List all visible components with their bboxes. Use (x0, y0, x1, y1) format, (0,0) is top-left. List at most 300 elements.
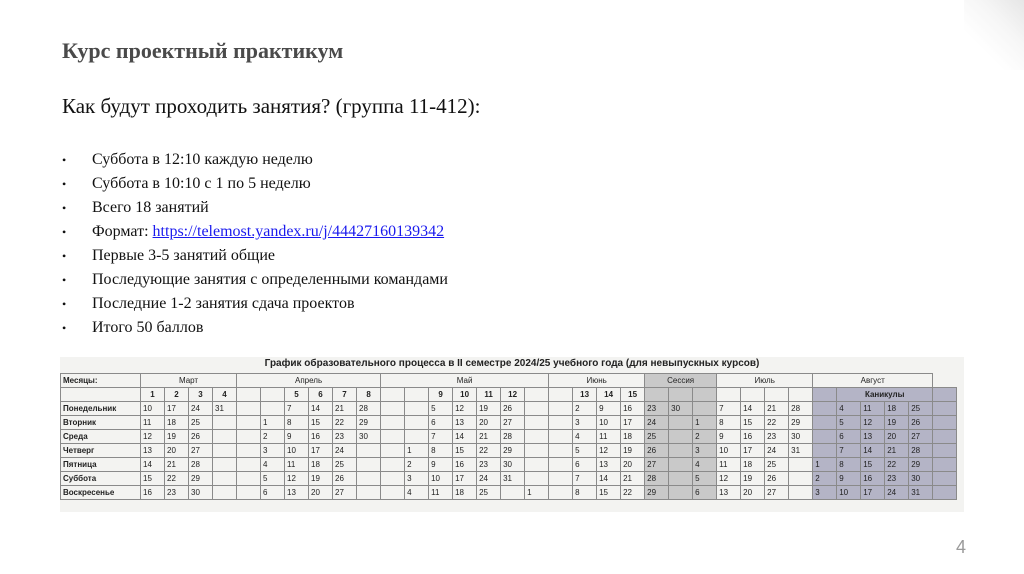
date-cell: 24 (477, 472, 501, 486)
date-cell: 23 (885, 472, 909, 486)
date-cell: 29 (357, 416, 381, 430)
date-cell (549, 472, 573, 486)
week-number: 4 (213, 388, 237, 402)
date-cell: 13 (453, 416, 477, 430)
date-cell (525, 416, 549, 430)
date-cell: 26 (501, 402, 525, 416)
date-cell (933, 416, 957, 430)
week-number (933, 388, 957, 402)
date-cell: 7 (837, 444, 861, 458)
date-cell (789, 458, 813, 472)
date-cell: 26 (909, 416, 933, 430)
date-cell: 25 (477, 486, 501, 500)
date-cell: 11 (285, 458, 309, 472)
date-cell: 27 (909, 430, 933, 444)
bullet-dot-icon: • (62, 297, 67, 311)
week-number: 12 (501, 388, 525, 402)
bullet-item (62, 148, 448, 172)
date-cell (549, 486, 573, 500)
bullet-text: Последние 1-2 занятия сдача проектов (92, 295, 355, 312)
bullet-text: Суббота в 10:10 с 1 по 5 неделю (92, 175, 311, 192)
bullet-item (62, 316, 448, 340)
bullet-text: Первые 3-5 занятий общие (92, 247, 275, 264)
date-cell: 18 (453, 486, 477, 500)
date-cell: 3 (405, 472, 429, 486)
date-cell: 14 (741, 402, 765, 416)
date-cell (549, 430, 573, 444)
week-number: 1 (141, 388, 165, 402)
date-cell: 11 (861, 402, 885, 416)
vacation-banner: Каникулы (837, 388, 933, 402)
month-header: Апрель (237, 374, 381, 388)
date-cell: 15 (309, 416, 333, 430)
date-cell: 18 (741, 458, 765, 472)
date-cell: 26 (333, 472, 357, 486)
week-number (645, 388, 669, 402)
date-cell: 31 (501, 472, 525, 486)
date-cell (669, 458, 693, 472)
bullet-text: Последующие занятия с определенными командами (92, 271, 448, 288)
date-cell: 5 (573, 444, 597, 458)
date-cell: 18 (621, 430, 645, 444)
week-number (549, 388, 573, 402)
date-cell: 12 (141, 430, 165, 444)
date-cell (525, 458, 549, 472)
date-cell: 14 (453, 430, 477, 444)
date-cell: 12 (453, 402, 477, 416)
date-cell: 15 (861, 458, 885, 472)
table-row (61, 430, 957, 444)
date-cell: 22 (621, 486, 645, 500)
page-number: 4 (955, 537, 966, 557)
date-cell: 21 (885, 444, 909, 458)
table-row (61, 458, 957, 472)
date-cell: 4 (693, 458, 717, 472)
date-cell: 1 (525, 486, 549, 500)
slide-subtitle: Как будут проходить занятия? (группа 11-412): (62, 94, 481, 118)
date-cell (357, 472, 381, 486)
date-cell: 29 (909, 458, 933, 472)
bullet-dot-icon: • (62, 225, 67, 239)
date-cell: 18 (165, 416, 189, 430)
table-row (61, 486, 957, 500)
date-cell: 15 (141, 472, 165, 486)
date-cell: 14 (861, 444, 885, 458)
week-number: 9 (429, 388, 453, 402)
date-cell: 11 (141, 416, 165, 430)
table-row (61, 472, 957, 486)
date-cell: 17 (309, 444, 333, 458)
week-number (693, 388, 717, 402)
date-cell: 16 (141, 486, 165, 500)
week-number (525, 388, 549, 402)
date-cell: 20 (309, 486, 333, 500)
date-cell (669, 444, 693, 458)
week-number: 14 (597, 388, 621, 402)
date-cell (933, 402, 957, 416)
week-number (405, 388, 429, 402)
date-cell: 30 (789, 430, 813, 444)
date-cell: 10 (717, 444, 741, 458)
date-cell: 4 (405, 486, 429, 500)
date-cell (813, 402, 837, 416)
date-cell: 30 (189, 486, 213, 500)
date-cell: 14 (597, 472, 621, 486)
bullet-dot-icon: • (62, 153, 67, 167)
date-cell (549, 444, 573, 458)
date-cell (525, 402, 549, 416)
date-cell: 13 (861, 430, 885, 444)
date-cell: 6 (837, 430, 861, 444)
date-cell: 16 (309, 430, 333, 444)
bullet-dot-icon: • (62, 321, 67, 335)
date-cell: 25 (189, 416, 213, 430)
week-number (789, 388, 813, 402)
date-cell: 25 (333, 458, 357, 472)
date-cell: 7 (429, 430, 453, 444)
date-cell: 19 (741, 472, 765, 486)
date-cell: 13 (597, 458, 621, 472)
month-header: Июнь (549, 374, 645, 388)
date-cell: 23 (765, 430, 789, 444)
date-cell: 6 (261, 486, 285, 500)
date-cell: 30 (357, 430, 381, 444)
date-cell: 3 (261, 444, 285, 458)
week-number (381, 388, 405, 402)
week-number: 3 (189, 388, 213, 402)
day-label: Четверг (61, 444, 141, 458)
date-cell: 7 (285, 402, 309, 416)
date-cell: 2 (813, 472, 837, 486)
date-cell (381, 458, 405, 472)
date-cell: 2 (405, 458, 429, 472)
date-cell: 14 (309, 402, 333, 416)
date-cell: 2 (573, 402, 597, 416)
date-cell: 8 (429, 444, 453, 458)
table-row (61, 444, 957, 458)
date-cell: 4 (573, 430, 597, 444)
date-cell: 3 (813, 486, 837, 500)
date-cell: 22 (885, 458, 909, 472)
date-cell: 29 (645, 486, 669, 500)
date-cell (237, 402, 261, 416)
date-cell: 19 (621, 444, 645, 458)
date-cell: 1 (405, 444, 429, 458)
week-number: 5 (285, 388, 309, 402)
date-cell: 24 (189, 402, 213, 416)
date-cell (501, 486, 525, 500)
date-cell: 18 (309, 458, 333, 472)
date-cell: 6 (429, 416, 453, 430)
date-cell: 27 (645, 458, 669, 472)
slide-title: Курс проектный практикум (62, 38, 344, 63)
date-cell: 7 (717, 402, 741, 416)
format-label: Формат: (92, 223, 153, 240)
date-cell (237, 486, 261, 500)
date-cell: 3 (693, 444, 717, 458)
date-cell: 20 (885, 430, 909, 444)
date-cell: 8 (285, 416, 309, 430)
date-cell: 20 (621, 458, 645, 472)
date-cell: 17 (165, 402, 189, 416)
week-number: 2 (165, 388, 189, 402)
date-cell: 24 (333, 444, 357, 458)
date-cell: 31 (909, 486, 933, 500)
week-number (237, 388, 261, 402)
date-cell: 23 (165, 486, 189, 500)
date-cell: 24 (885, 486, 909, 500)
day-label: Среда (61, 430, 141, 444)
date-cell: 11 (429, 486, 453, 500)
date-cell: 16 (621, 402, 645, 416)
date-cell (693, 402, 717, 416)
bullet-list (62, 148, 448, 340)
date-cell: 21 (477, 430, 501, 444)
bullet-text (92, 220, 444, 244)
bullet-item (62, 172, 448, 196)
date-cell (261, 402, 285, 416)
date-cell: 23 (477, 458, 501, 472)
date-cell (381, 486, 405, 500)
month-header: Май (381, 374, 549, 388)
date-cell: 9 (717, 430, 741, 444)
date-cell: 25 (765, 458, 789, 472)
date-cell (381, 444, 405, 458)
bullet-dot-icon: • (62, 177, 67, 191)
date-cell (669, 430, 693, 444)
date-cell: 9 (597, 402, 621, 416)
date-cell: 28 (909, 444, 933, 458)
date-cell: 22 (333, 416, 357, 430)
date-cell (549, 402, 573, 416)
date-cell: 19 (309, 472, 333, 486)
bullet-item (62, 220, 448, 244)
date-cell (789, 472, 813, 486)
date-cell: 30 (669, 402, 693, 416)
schedule-image (60, 357, 964, 512)
weeks-label (61, 388, 141, 402)
day-label: Вторник (61, 416, 141, 430)
date-cell: 16 (741, 430, 765, 444)
date-cell (213, 430, 237, 444)
date-cell: 5 (429, 402, 453, 416)
bullet-item (62, 292, 448, 316)
date-cell: 19 (885, 416, 909, 430)
month-header: Март (141, 374, 237, 388)
date-cell: 27 (189, 444, 213, 458)
bullet-item (62, 196, 448, 220)
date-cell: 26 (189, 430, 213, 444)
date-cell (213, 416, 237, 430)
date-cell (669, 416, 693, 430)
date-cell: 28 (789, 402, 813, 416)
bullet-text: Всего 18 занятий (92, 199, 209, 216)
week-number (669, 388, 693, 402)
date-cell (933, 472, 957, 486)
date-cell: 13 (717, 486, 741, 500)
week-number: 7 (333, 388, 357, 402)
week-number: 15 (621, 388, 645, 402)
table-row (61, 416, 957, 430)
date-cell (525, 444, 549, 458)
date-cell: 28 (357, 402, 381, 416)
date-cell: 10 (837, 486, 861, 500)
date-cell: 19 (165, 430, 189, 444)
date-cell: 8 (573, 486, 597, 500)
date-cell: 24 (645, 416, 669, 430)
month-header: Июль (717, 374, 813, 388)
date-cell: 27 (333, 486, 357, 500)
date-cell (381, 416, 405, 430)
date-cell: 16 (453, 458, 477, 472)
date-cell: 22 (477, 444, 501, 458)
date-cell (213, 486, 237, 500)
date-cell: 5 (261, 472, 285, 486)
date-cell: 18 (885, 402, 909, 416)
bullet-dot-icon: • (62, 249, 67, 263)
date-cell (933, 444, 957, 458)
date-cell: 12 (285, 472, 309, 486)
week-number (765, 388, 789, 402)
date-cell: 26 (765, 472, 789, 486)
date-cell: 8 (837, 458, 861, 472)
date-cell (813, 430, 837, 444)
date-cell: 9 (285, 430, 309, 444)
date-cell: 26 (645, 444, 669, 458)
date-cell: 29 (501, 444, 525, 458)
date-cell (381, 430, 405, 444)
date-cell: 22 (765, 416, 789, 430)
date-cell (549, 416, 573, 430)
date-cell: 25 (645, 430, 669, 444)
date-cell: 1 (813, 458, 837, 472)
date-cell (357, 486, 381, 500)
date-cell: 10 (141, 402, 165, 416)
corner-shadow (964, 0, 1024, 70)
date-cell (813, 444, 837, 458)
date-cell: 21 (333, 402, 357, 416)
date-cell: 14 (141, 458, 165, 472)
day-label: Пятница (61, 458, 141, 472)
date-cell: 2 (693, 430, 717, 444)
date-cell (381, 402, 405, 416)
bullet-text: Суббота в 12:10 каждую неделю (92, 151, 313, 168)
bullet-item (62, 244, 448, 268)
date-cell: 9 (429, 458, 453, 472)
date-cell: 27 (501, 416, 525, 430)
date-cell: 30 (909, 472, 933, 486)
date-cell: 4 (837, 402, 861, 416)
date-cell: 12 (717, 472, 741, 486)
date-cell: 10 (597, 416, 621, 430)
week-number (741, 388, 765, 402)
date-cell: 28 (645, 472, 669, 486)
date-cell: 4 (261, 458, 285, 472)
date-cell: 23 (333, 430, 357, 444)
date-cell (933, 486, 957, 500)
date-cell: 29 (789, 416, 813, 430)
bullet-text: Итого 50 баллов (92, 319, 204, 336)
date-cell (213, 444, 237, 458)
date-cell: 15 (597, 486, 621, 500)
date-cell (933, 458, 957, 472)
date-cell: 21 (765, 402, 789, 416)
date-cell: 10 (429, 472, 453, 486)
date-cell (405, 430, 429, 444)
week-number: 13 (573, 388, 597, 402)
date-cell: 13 (285, 486, 309, 500)
date-cell: 24 (765, 444, 789, 458)
date-cell: 30 (501, 458, 525, 472)
schedule-table (60, 373, 957, 500)
date-cell (525, 430, 549, 444)
bullet-dot-icon: • (62, 273, 67, 287)
date-cell (933, 430, 957, 444)
date-cell (237, 444, 261, 458)
date-cell: 8 (717, 416, 741, 430)
date-cell: 6 (693, 486, 717, 500)
months-label: Месяцы: (61, 374, 141, 388)
date-cell: 25 (909, 402, 933, 416)
date-cell (237, 472, 261, 486)
date-cell: 31 (213, 402, 237, 416)
date-cell: 17 (453, 472, 477, 486)
month-header: Август (813, 374, 933, 388)
date-cell: 20 (477, 416, 501, 430)
day-label: Воскресенье (61, 486, 141, 500)
date-cell: 16 (861, 472, 885, 486)
day-label: Понедельник (61, 402, 141, 416)
month-header: Сессия (645, 374, 717, 388)
week-number: 11 (477, 388, 501, 402)
date-cell (213, 458, 237, 472)
date-cell: 5 (693, 472, 717, 486)
week-number: 6 (309, 388, 333, 402)
date-cell: 20 (741, 486, 765, 500)
date-cell: 5 (837, 416, 861, 430)
date-cell (525, 472, 549, 486)
date-cell (357, 458, 381, 472)
date-cell: 11 (597, 430, 621, 444)
date-cell: 19 (477, 402, 501, 416)
week-number: 8 (357, 388, 381, 402)
day-label: Суббота (61, 472, 141, 486)
date-cell: 22 (165, 472, 189, 486)
date-cell (213, 472, 237, 486)
date-cell: 21 (165, 458, 189, 472)
meeting-link[interactable]: https://telemost.yandex.ru/j/44427160139342 (152, 223, 445, 240)
date-cell: 10 (285, 444, 309, 458)
date-cell: 20 (165, 444, 189, 458)
date-cell: 15 (741, 416, 765, 430)
table-row (61, 402, 957, 416)
date-cell (789, 486, 813, 500)
months-row (61, 374, 957, 388)
weeks-row (61, 388, 957, 402)
week-number: 10 (453, 388, 477, 402)
date-cell: 13 (141, 444, 165, 458)
date-cell: 28 (189, 458, 213, 472)
date-cell (813, 416, 837, 430)
week-number (717, 388, 741, 402)
date-cell: 1 (261, 416, 285, 430)
date-cell: 23 (645, 402, 669, 416)
date-cell: 2 (261, 430, 285, 444)
date-cell: 21 (621, 472, 645, 486)
date-cell (549, 458, 573, 472)
week-number (261, 388, 285, 402)
date-cell (405, 416, 429, 430)
